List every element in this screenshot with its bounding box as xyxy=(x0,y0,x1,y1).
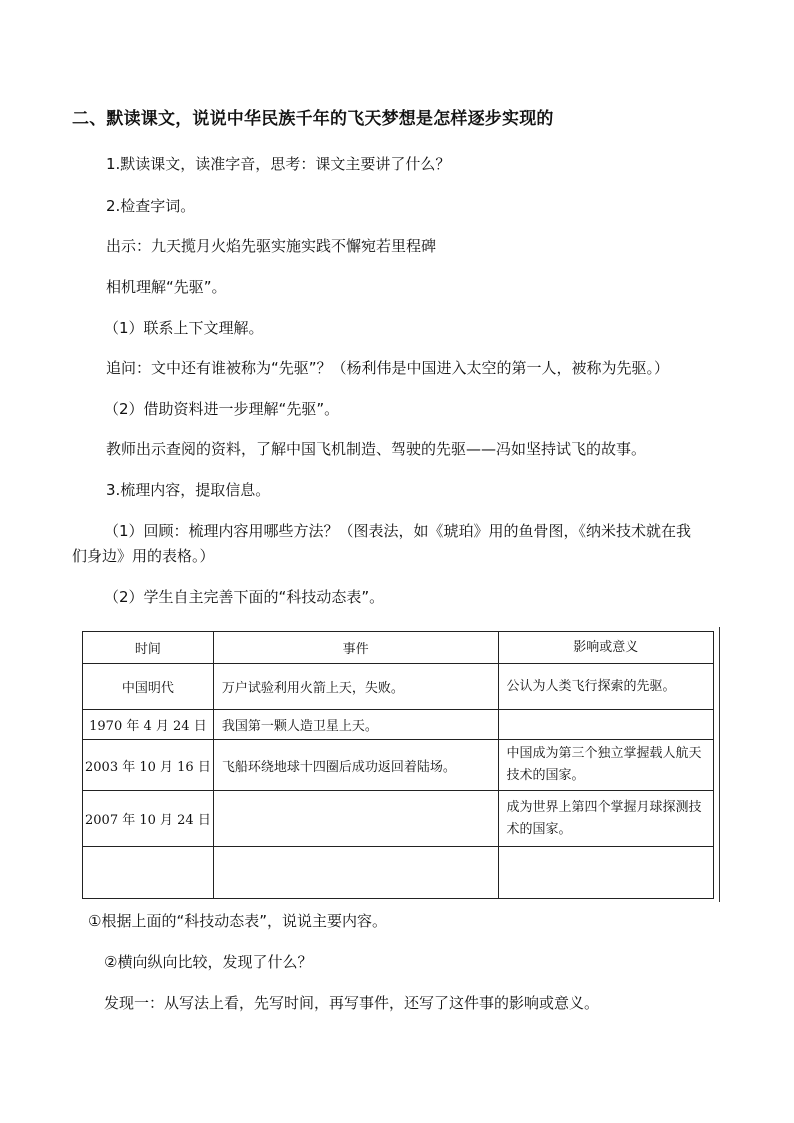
paragraph-compare: ②横向纵向比较，发现了什么？ xyxy=(104,953,313,971)
paragraph-summary: ①根据上面的“科技动态表”，说说主要内容。 xyxy=(88,912,387,930)
cell-significance: 中国成为第三个独立掌握载人航天技术的国家。 xyxy=(498,740,713,791)
paragraph-finding-one: 发现一：从写法上看，先写时间，再写事件，还写了这件事的影响或意义。 xyxy=(104,994,600,1012)
table-row xyxy=(83,740,714,791)
cell-event xyxy=(213,791,498,847)
section-heading: 二、默读课文，说说中华民族千年的飞天梦想是怎样逐步实现的 xyxy=(72,109,554,129)
cell-event: 我国第一颗人造卫星上天。 xyxy=(213,710,498,740)
cell-significance: 公认为人类飞行探索的先驱。 xyxy=(498,664,713,710)
paragraph-question: 追问：文中还有谁被称为“先驱”？（杨利伟是中国进入太空的第一人，被称为先驱。） xyxy=(106,359,670,377)
cell-time: 2003 年 10 月 16 日 xyxy=(83,740,214,791)
paragraph-read-silently: 1.默读课文，读准字音，思考：课文主要讲了什么？ xyxy=(106,155,451,173)
paragraph-context: （1）联系上下文理解。 xyxy=(104,319,264,337)
cell-time: 中国明代 xyxy=(83,664,214,710)
cell-time: 1970 年 4 月 24 日 xyxy=(83,710,214,740)
cell-time: 2007 年 10 月 24 日 xyxy=(83,791,214,847)
paragraph-complete-table: （2）学生自主完善下面的“科技动态表”。 xyxy=(104,588,385,606)
table-row xyxy=(83,664,714,710)
cell-significance: 成为世界上第四个掌握月球探测技术的国家。 xyxy=(498,791,713,847)
table-row xyxy=(83,710,714,740)
paragraph-review-line2: 们身边》用的表格。） xyxy=(72,547,215,565)
cell-significance xyxy=(498,847,713,899)
table-edge-line xyxy=(719,627,720,902)
cell-significance xyxy=(498,710,713,740)
table-row xyxy=(83,791,714,847)
header-event: 事件 xyxy=(213,632,498,664)
tech-dynamics-table xyxy=(82,631,714,899)
paragraph-review-line1: （1）回顾：梳理内容用哪些方法？（图表法，如《琥珀》用的鱼骨图，《纳米技术就在我 xyxy=(104,522,692,540)
cell-event: 飞船环绕地球十四圈后成功返回着陆场。 xyxy=(213,740,498,791)
paragraph-word-list: 出示：九天揽月火焰先驱实施实践不懈宛若里程碑 xyxy=(106,237,437,255)
paragraph-teacher-shows: 教师出示查阅的资料，了解中国飞机制造、驾驶的先驱——冯如坚持试飞的故事。 xyxy=(106,440,647,458)
header-significance: 影响或意义 xyxy=(498,632,713,664)
paragraph-understand-pioneer: 相机理解“先驱”。 xyxy=(106,278,227,296)
paragraph-materials: （2）借助资料进一步理解“先驱”。 xyxy=(104,400,340,418)
cell-event xyxy=(213,847,498,899)
paragraph-check-words: 2.检查字词。 xyxy=(106,197,196,215)
cell-event: 万户试验利用火箭上天，失败。 xyxy=(213,664,498,710)
header-time: 时间 xyxy=(83,632,214,664)
table-row xyxy=(83,847,714,899)
cell-time xyxy=(83,847,214,899)
paragraph-organize: 3.梳理内容，提取信息。 xyxy=(106,481,271,499)
table-header-row xyxy=(83,632,714,664)
